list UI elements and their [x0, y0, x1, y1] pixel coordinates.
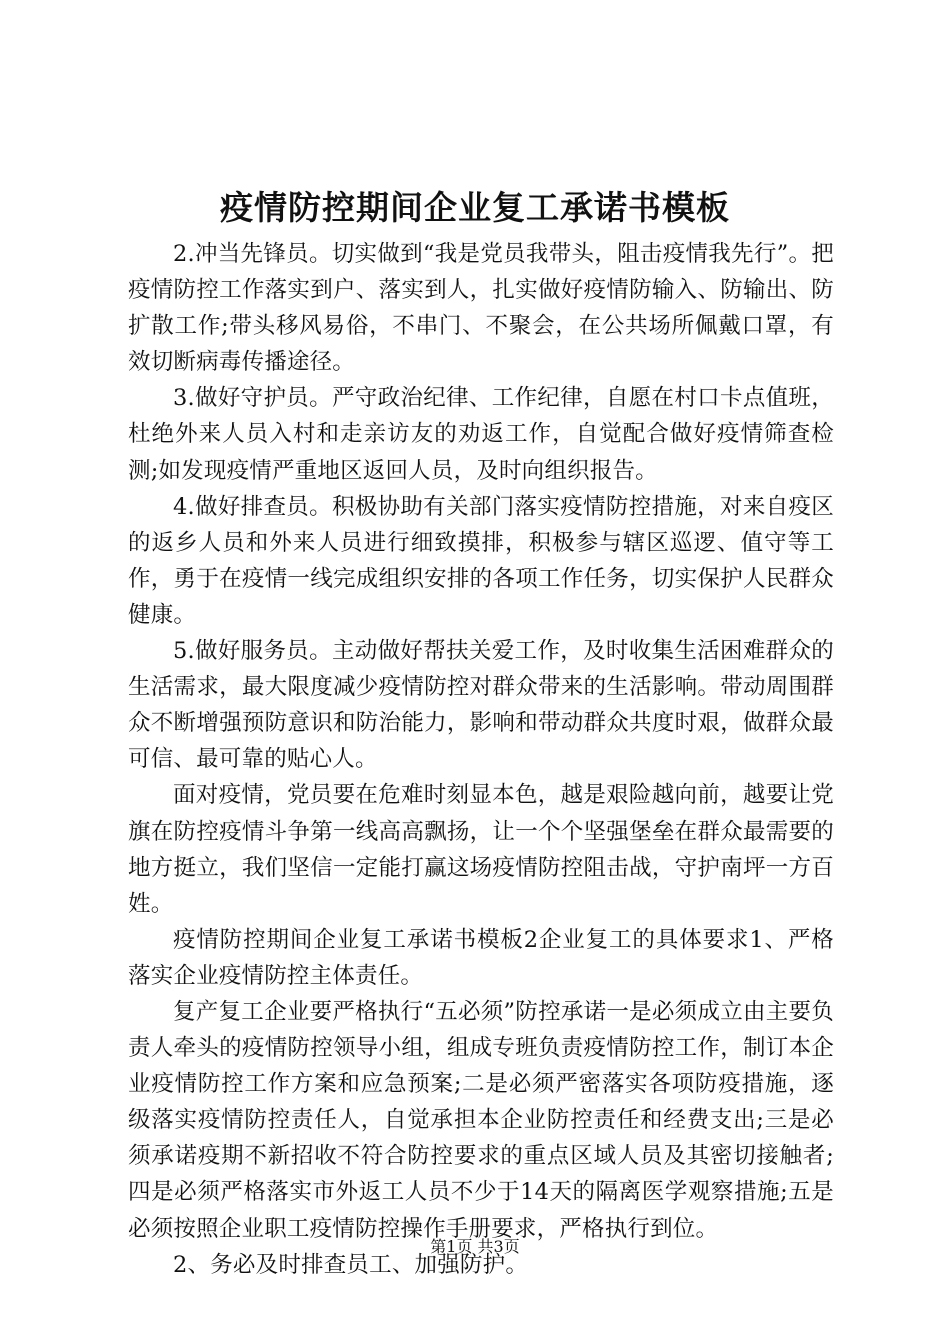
paragraph-1: 2.冲当先锋员。切实做到“我是党员我带头，阻击疫情我先行”。把疫情防控工作落实到户、落实到人，扎实做好疫情防输入、防输出、防扩散工作;带头移风易俗，不串门、不聚会，在公共场所佩戴口罩，有效切断病毒传播途径。 — [128, 241, 834, 376]
page-footer: 第1页 共3页 — [430, 1237, 520, 1256]
document-body — [128, 236, 834, 1283]
paragraph-6: 疫情防控期间企业复工承诺书模板2企业复工的具体要求1、严格落实企业疫情防控主体责任。 — [128, 926, 834, 989]
paragraph-2: 3.做好守护员。严守政治纪律、工作纪律，自愿在村口卡点值班，杜绝外来人员入村和走亲访友的劝返工作，自觉配合做好疫情筛查检测;如发现疫情严重地区返回人员，及时向组织报告。 — [128, 385, 834, 484]
paragraph-8: 2、务必及时排查员工、加强防护。 — [173, 1251, 529, 1278]
paragraph-5: 面对疫情，党员要在危难时刻显本色，越是艰险越向前，越要让党旗在防控疫情斗争第一线高高飘扬，让一个个坚强堡垒在群众最需要的地方挺立，我们坚信一定能打赢这场疫情防控阻击战，守护南坪一方百姓。 — [128, 782, 834, 917]
paragraph-3: 4.做好排查员。积极协助有关部门落实疫情防控措施，对来自疫区的返乡人员和外来人员进行细致摸排，积极参与辖区巡逻、值守等工作，勇于在疫情一线完成组织安排的各项工作任务，切实保护人民群众健康。 — [128, 493, 834, 628]
paragraph-4: 5.做好服务员。主动做好帮扶关爱工作，及时收集生活困难群众的生活需求，最大限度减少疫情防控对群众带来的生活影响。带动周围群众不断增强预防意识和防治能力，影响和带动群众共度时艰，做群众最可信、最可靠的贴心人。 — [128, 638, 834, 773]
document-title: 疫情防控期间企业复工承诺书模板 — [220, 188, 730, 227]
paragraph-7: 复产复工企业要严格执行“五必须”防控承诺一是必须成立由主要负责人牵头的疫情防控领导小组，组成专班负责疫情防控工作，制订本企业疫情防控工作方案和应急预案;二是必须严密落实各项防疫措施，逐级落实疫情防控责任人，自觉承担本企业防控责任和经费支出;三是必须承诺疫期不新招收不符合防控要求的重点区域人员及其密切接触者;四是必须严格落实市外返工人员不少于14天的隔离医学观察措施;五是必须按照企业职工疫情防控操作手册要求，严格执行到位。 — [128, 998, 834, 1242]
